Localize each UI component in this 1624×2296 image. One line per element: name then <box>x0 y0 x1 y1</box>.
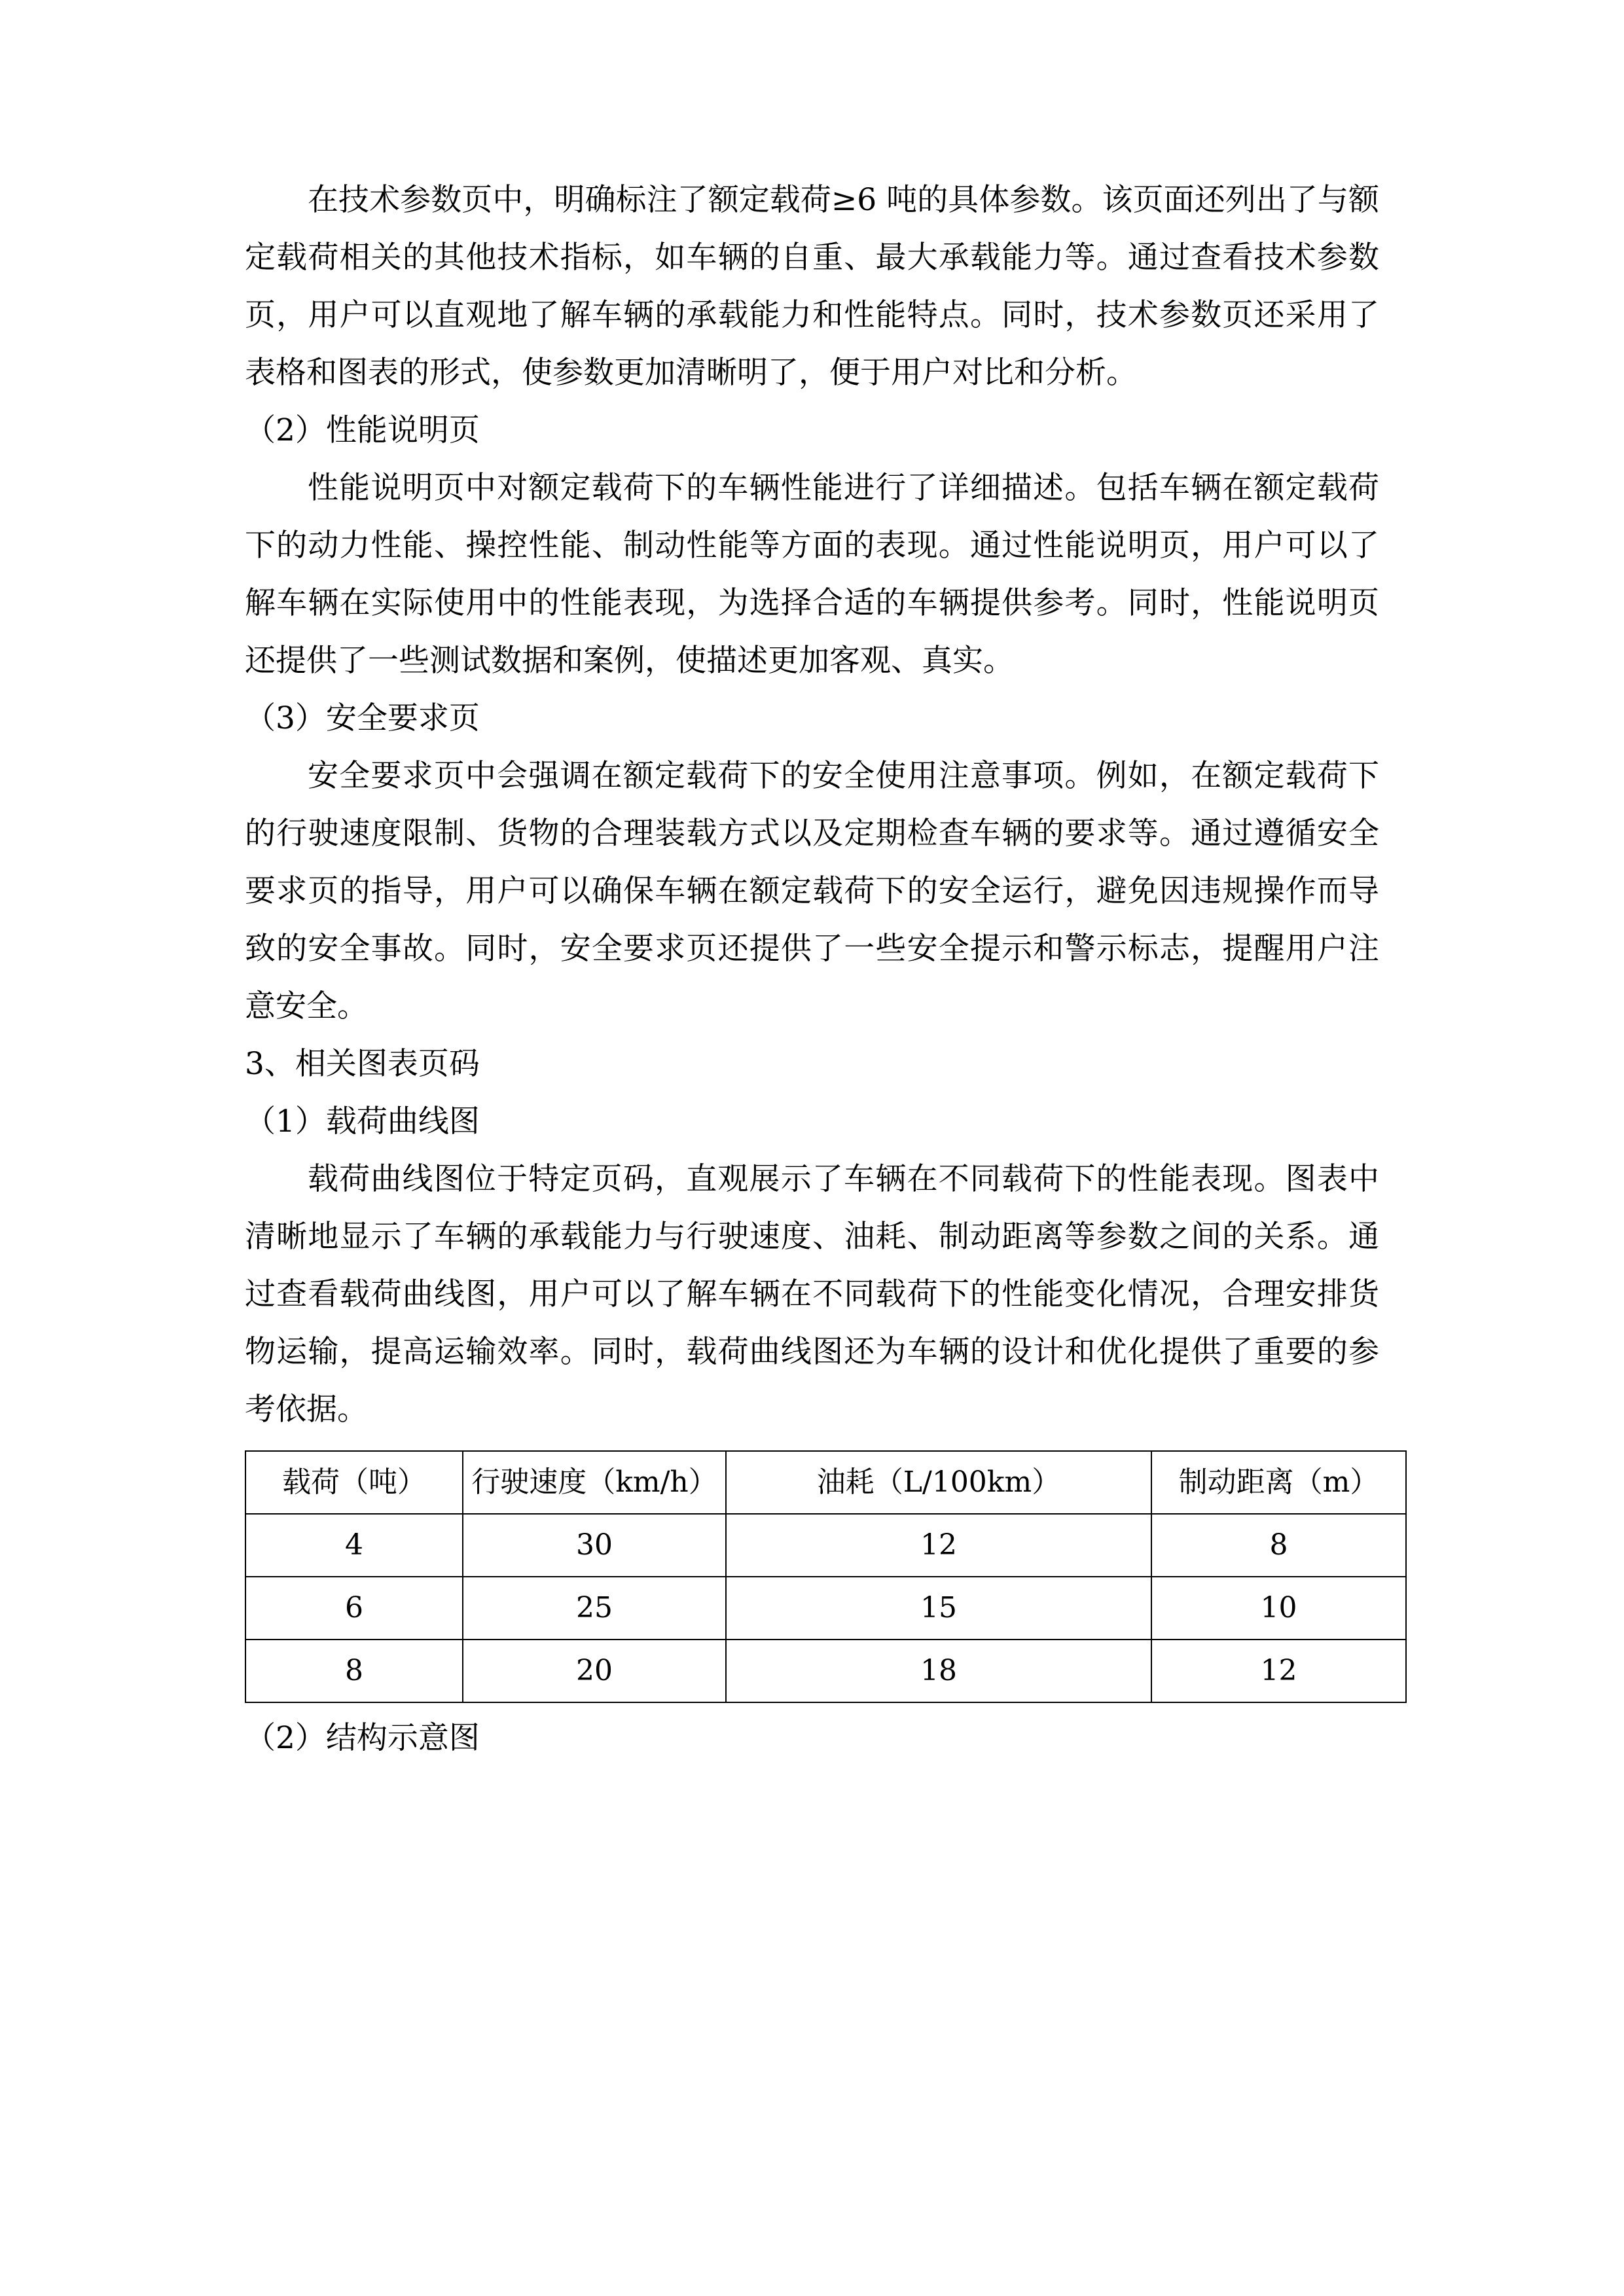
heading-structure-diagram: （2）结构示意图 <box>245 1720 480 1756</box>
cell-load: 8 <box>245 1640 463 1702</box>
cell-fuel: 18 <box>726 1640 1151 1702</box>
cell-speed: 25 <box>463 1577 726 1640</box>
heading-related-chart-pages: 3、相关图表页码 <box>245 1046 480 1082</box>
paragraph-performance-description: 性能说明页中对额定载荷下的车辆性能进行了详细描述。包括车辆在额定载荷下的动力性能、操控性能、制动性能等方面的表现。通过性能说明页，用户可以了解车辆在实际使用中的性能表现，为选择合适的车辆提供参考。同时，性能说明页还提供了一些测试数据和案例，使描述更加客观、真实。 <box>245 470 1379 679</box>
table-row <box>245 1640 1406 1702</box>
table-head <box>245 1451 1406 1514</box>
paragraph-technical-parameters: 在技术参数页中，明确标注了额定载荷≥6 吨的具体参数。该页面还列出了与额定载荷相关的其他技术指标，如车辆的自重、最大承载能力等。通过查看技术参数页，用户可以直观地了解车辆的承载能力和性能特点。同时，技术参数页还采用了表格和图表的形式，使参数更加清晰明了，便于用户对比和分析。 <box>245 182 1379 391</box>
cell-braking: 12 <box>1151 1640 1406 1702</box>
paragraph-safety-requirements: 安全要求页中会强调在额定载荷下的安全使用注意事项。例如，在额定载荷下的行驶速度限制、货物的合理装载方式以及定期检查车辆的要求等。通过遵循安全要求页的指导，用户可以确保车辆在额定载荷下的安全运行，避免因违规操作而导致的安全事故。同时，安全要求页还提供了一些安全提示和警示标志，提醒用户注意安全。 <box>245 758 1379 1024</box>
heading-load-curve-chart: （1）载荷曲线图 <box>245 1103 480 1139</box>
cell-fuel: 15 <box>726 1577 1151 1640</box>
paragraph-load-curve-chart: 载荷曲线图位于特定页码，直观展示了车辆在不同载荷下的性能表现。图表中清晰地显示了车辆的承载能力与行驶速度、油耗、制动距离等参数之间的关系。通过查看载荷曲线图，用户可以了解车辆在不同载荷下的性能变化情况，合理安排货物运输，提高运输效率。同时，载荷曲线图还为车辆的设计和优化提供了重要的参考依据。 <box>245 1161 1379 1427</box>
cell-fuel: 12 <box>726 1514 1151 1577</box>
table-header-row <box>245 1451 1406 1514</box>
table-row <box>245 1514 1406 1577</box>
cell-braking: 8 <box>1151 1514 1406 1577</box>
heading-performance-description: （2）性能说明页 <box>245 412 480 448</box>
heading-safety-requirements: （3）安全要求页 <box>245 700 480 736</box>
page-content <box>245 171 1379 1767</box>
table-header-braking-distance: 制动距离（m） <box>1151 1451 1406 1514</box>
cell-braking: 10 <box>1151 1577 1406 1640</box>
table-header-fuel-consumption: 油耗（L/100km） <box>726 1451 1151 1514</box>
cell-load: 6 <box>245 1577 463 1640</box>
table-header-load: 载荷（吨） <box>245 1451 463 1514</box>
table-body <box>245 1514 1406 1702</box>
cell-speed: 30 <box>463 1514 726 1577</box>
cell-speed: 20 <box>463 1640 726 1702</box>
table-header-speed: 行驶速度（km/h） <box>463 1451 726 1514</box>
load-performance-table <box>245 1450 1407 1703</box>
cell-load: 4 <box>245 1514 463 1577</box>
table-row <box>245 1577 1406 1640</box>
